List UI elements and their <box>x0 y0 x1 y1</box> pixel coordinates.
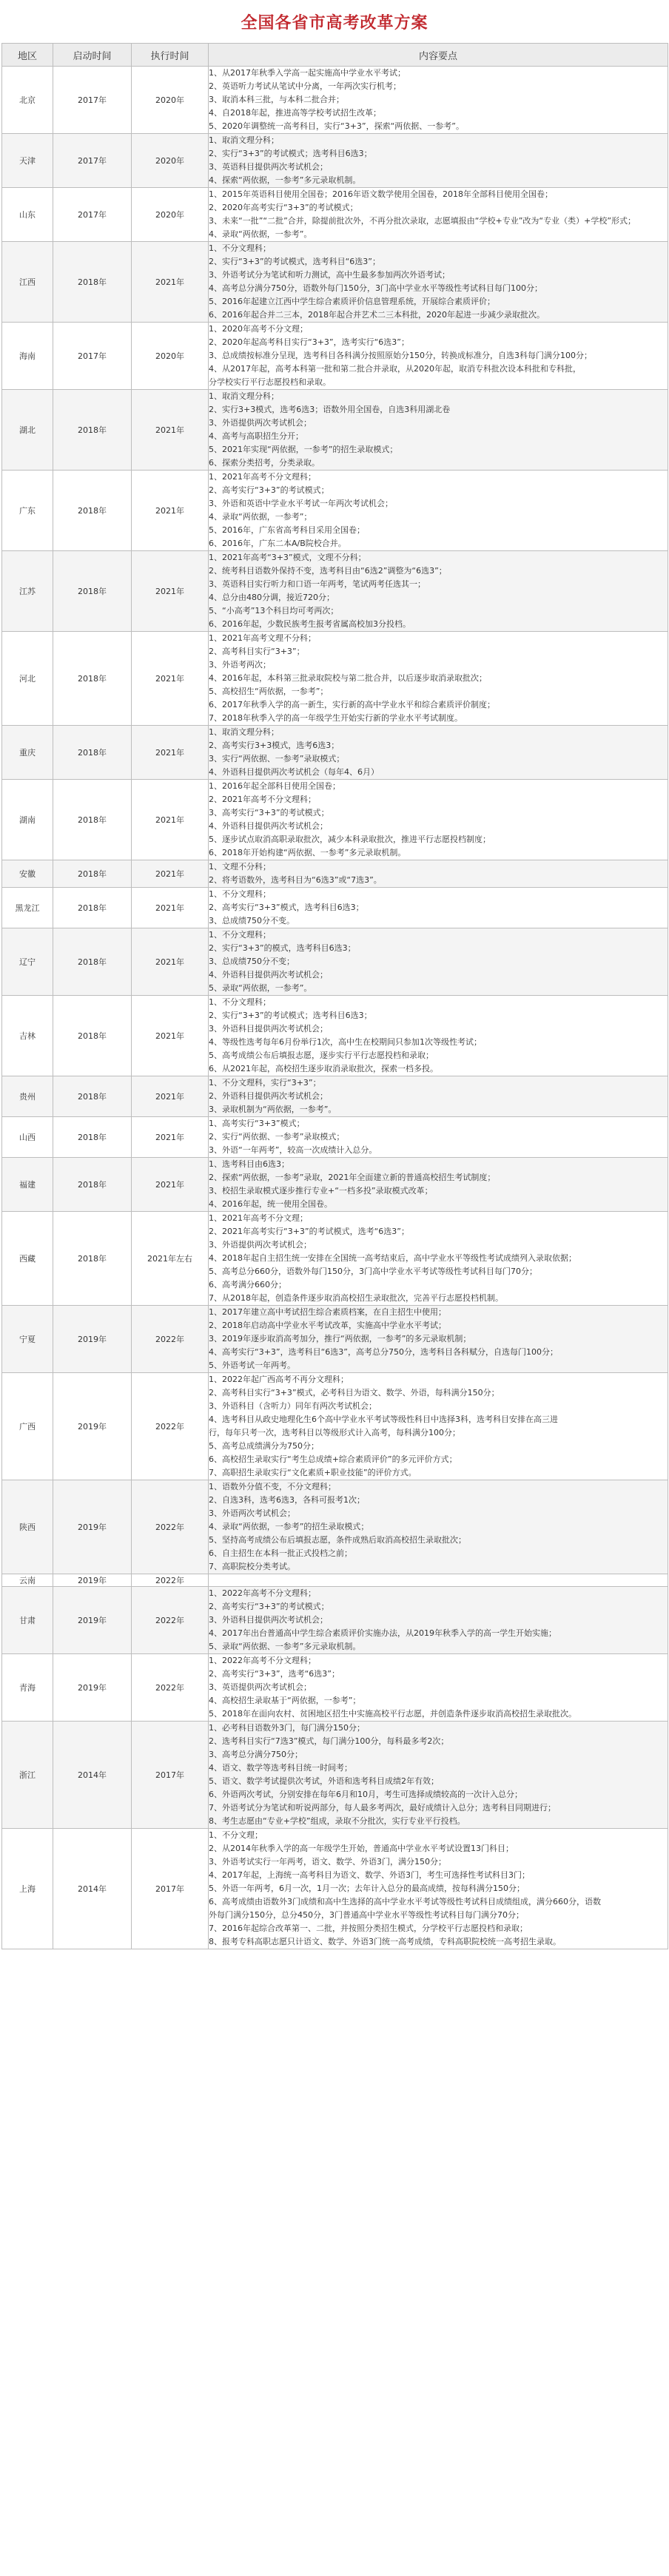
content-line: 1、不分文理科； <box>209 889 271 899</box>
content-line: 4、录取“两依据，一参考”的招生录取模式； <box>209 1522 369 1531</box>
content-line: 3、外语考两次； <box>209 660 271 670</box>
table-row <box>2 726 668 780</box>
region-cell: 贵州 <box>2 1076 53 1117</box>
content-line: 3、外语和英语中学业水平考试一年两次考试机会； <box>209 499 393 508</box>
content-line: 3、外语科目提供两次考试机会； <box>209 1615 328 1625</box>
exec-time-cell: 2021年 <box>132 390 209 471</box>
content-cell <box>209 1212 668 1306</box>
content-line: 6、从2021年起，高校招生逐步取消录取批次，探索一档多投。 <box>209 1064 438 1073</box>
exec-time-cell: 2022年 <box>132 1480 209 1574</box>
content-line: 1、取消文理分科； <box>209 727 279 737</box>
content-line: 6、高考成绩由语数外3门成绩和高中生选择的高中学业水平考试等级性考试科目成绩组成，满分660分，语数 <box>209 1897 601 1906</box>
content-cell <box>209 1574 668 1587</box>
content-line: 5、2016年起建立江西中学生综合素质评价信息管理系统，开展综合素质评价； <box>209 297 495 306</box>
content-line: 4、2016年起，本科第三批录取院校与第二批合并，以后逐步取消录取批次； <box>209 673 487 683</box>
content-line: 2、英语听力考试从笔试中分离，一年两次实行机考； <box>209 81 401 91</box>
region-cell: 天津 <box>2 134 53 188</box>
content-line: 1、2021年高考文理不分科； <box>209 633 316 643</box>
region-cell: 山西 <box>2 1117 53 1158</box>
start-time-cell: 2018年 <box>53 390 132 471</box>
content-cell <box>209 888 668 928</box>
content-line: 1、不分文理科； <box>209 243 271 253</box>
table-row <box>2 323 668 390</box>
content-line: 6、2016年，广东二本A/B院校合并。 <box>209 539 346 548</box>
content-line: 4、语文、数学等选考科目统一时间考； <box>209 1763 352 1773</box>
exec-time-cell: 2021年 <box>132 1076 209 1117</box>
content-line: 5、高考成绩公布后填报志愿，逐步实行平行志愿投档和录取； <box>209 1051 434 1060</box>
region-cell: 安徽 <box>2 860 53 888</box>
content-line: 2、高考科目实行“3+3”； <box>209 647 305 656</box>
header-exec-time: 执行时间 <box>132 44 209 67</box>
content-cell <box>209 134 668 188</box>
content-cell <box>209 780 668 860</box>
exec-time-cell: 2022年 <box>132 1654 209 1722</box>
content-line: 6、2017年秋季入学的高一新生，实行新的高中学业水平和综合素质评价制度； <box>209 700 495 709</box>
start-time-cell: 2018年 <box>53 996 132 1076</box>
region-cell: 河北 <box>2 632 53 726</box>
table-row <box>2 390 668 471</box>
content-cell <box>209 1158 668 1212</box>
content-line: 4、录取“两依据，一参考”。 <box>209 229 312 239</box>
content-line: 1、语数外分值不变，不分文理科； <box>209 1482 336 1491</box>
content-line: 4、总分由480分调，接近720分； <box>209 593 334 602</box>
content-line: 1、2022年起广西高考不再分文理科； <box>209 1375 349 1384</box>
start-time-cell: 2017年 <box>53 323 132 390</box>
content-line: 4、选考科目从政史地理化生6个高中学业水平考试等级性科目中选择3科，选考科目安排在高三进 <box>209 1415 558 1424</box>
content-line: 5、2020年调整统一高考科目，实行“3+3”，探索“两依据、一参考”。 <box>209 121 464 131</box>
content-line: 1、从2017年秋季入学高一起实施高中学业水平考试； <box>209 68 406 78</box>
content-line: 2、高考实行“3+3”的考试模式； <box>209 1602 329 1611</box>
exec-time-cell: 2021年 <box>132 471 209 551</box>
content-line: 3、英语提供两次考试机会； <box>209 1682 312 1692</box>
start-time-cell: 2017年 <box>53 67 132 134</box>
region-cell: 云南 <box>2 1574 53 1587</box>
content-line: 3、外语科目提供两次考试机会； <box>209 1024 328 1034</box>
start-time-cell: 2018年 <box>53 860 132 888</box>
content-line: 1、2022年高考不分文理科； <box>209 1656 316 1665</box>
content-line: 4、探索“两依据，一参考”多元录取机制。 <box>209 175 361 185</box>
start-time-cell: 2018年 <box>53 242 132 323</box>
region-cell: 福建 <box>2 1158 53 1212</box>
content-line: 3、外语科目（含听力）同年有两次考试机会； <box>209 1401 377 1411</box>
content-line: 5、录取“两依据、一参考”多元录取机制。 <box>209 1642 361 1651</box>
content-line: 3、总成绩750分不变。 <box>209 916 295 925</box>
content-line: 2、从2014年秋季入学的高一年级学生开始，普通高中学业水平考试设置13门科目； <box>209 1844 514 1853</box>
content-line: 3、外语“一年两考”，较高一次成绩计入总分。 <box>209 1145 377 1155</box>
content-cell <box>209 1306 668 1373</box>
table-row <box>2 1574 668 1587</box>
content-line: 5、2018年在面向农村、贫困地区招生中实施高校平行志愿，并创造条件逐步取消高校招生录取批次。 <box>209 1709 576 1719</box>
content-line: 1、2020年高考不分文理； <box>209 324 308 334</box>
content-line: 4、高考实行“3+3”，选考科目“6选3”，高考总分750分，选考科目各科赋分，自选每门100分； <box>209 1347 558 1357</box>
content-line: 4、2017年起，上海统一高考科目为语文、数学、外语3门，考生可选择性考试科目3门； <box>209 1870 530 1880</box>
region-cell: 辽宁 <box>2 928 53 996</box>
content-line: 2、选考科目实行“7选3”模式，每门满分100分，每科最多考2次； <box>209 1736 449 1746</box>
region-cell: 江西 <box>2 242 53 323</box>
content-line: 2、实行“3+3”的模式，选考科目6选3； <box>209 943 356 953</box>
content-line: 4、2018年起自主招生统一安排在全国统一高考结束后，高中学业水平等级性考试成绩列入录取依据； <box>209 1253 576 1263</box>
content-line: 4、2016年起，统一使用全国卷。 <box>209 1199 332 1209</box>
content-line: 3、外语提供两次考试机会； <box>209 418 312 428</box>
start-time-cell: 2019年 <box>53 1654 132 1722</box>
exec-time-cell: 2021年 <box>132 780 209 860</box>
region-cell: 广西 <box>2 1373 53 1480</box>
content-line: 2、将考语数外，选考科目为“6选3”或“7选3”。 <box>209 875 382 885</box>
start-time-cell: 2018年 <box>53 1158 132 1212</box>
header-content: 内容要点 <box>209 44 668 67</box>
content-line: 1、选考科目由6选3； <box>209 1159 289 1169</box>
content-line: 2、探索“两依据，一参考”录取，2021年全面建立新的普通高校招生考试制度； <box>209 1173 496 1182</box>
start-time-cell: 2019年 <box>53 1587 132 1654</box>
page-title: 全国各省市高考改革方案 <box>241 13 428 33</box>
start-time-cell: 2018年 <box>53 888 132 928</box>
region-cell: 湖北 <box>2 390 53 471</box>
start-time-cell: 2018年 <box>53 551 132 632</box>
exec-time-cell: 2021年 <box>132 551 209 632</box>
start-time-cell: 2014年 <box>53 1829 132 1949</box>
table-body <box>2 67 668 1949</box>
start-time-cell: 2018年 <box>53 632 132 726</box>
content-line: 2、2020年高考实行“3+3”的考试模式； <box>209 203 358 212</box>
content-line: 2、统考科目语数外保持不变，选考科目由“6选2”调整为“6选3”； <box>209 566 447 576</box>
content-line: 1、2021年高考不分文理科； <box>209 472 316 482</box>
content-line: 4、外语科目提供两次考试机会； <box>209 970 328 980</box>
exec-time-cell: 2021年 <box>132 860 209 888</box>
table-row <box>2 134 668 188</box>
content-line: 5、高考总成绩满分为750分； <box>209 1441 319 1451</box>
content-line: 行，每年只考一次，选考科目以等级形式计入高考，每科满分100分； <box>209 1428 460 1437</box>
start-time-cell: 2018年 <box>53 726 132 780</box>
content-line: 7、2016年起综合改革第一、二批，并按照分类招生模式，分学校平行志愿投档和录取； <box>209 1923 528 1933</box>
content-cell <box>209 860 668 888</box>
table-row <box>2 471 668 551</box>
table-row <box>2 780 668 860</box>
content-cell <box>209 928 668 996</box>
table-header-row <box>2 44 668 67</box>
exec-time-cell: 2021年 <box>132 726 209 780</box>
content-line: 2、高考实行3+3模式，选考6选3； <box>209 741 340 750</box>
content-line: 5、高考总分660分，语数外每门150分，3门高中学业水平考试等级性考试科目每门70分； <box>209 1267 537 1276</box>
content-line: 2、实行“3+3”的考试模式，选考科目“6选3”； <box>209 257 381 266</box>
content-line: 6、2016年起合并二三本，2018年起合并艺术二三本科批，2020年起进一步减少录取批次。 <box>209 310 545 320</box>
exec-time-cell: 2022年 <box>132 1587 209 1654</box>
table-row <box>2 1306 668 1373</box>
table-row <box>2 242 668 323</box>
content-line: 外每门满分150分，总分450分，3门普通高中学业水平等级性考试科目每门满分70分； <box>209 1910 524 1920</box>
table-row <box>2 928 668 996</box>
content-line: 1、2017年建立高中考试招生综合素质档案，在自主招生中使用； <box>209 1307 446 1317</box>
content-line: 5、2021年实现“两依据，一参考”的招生录取模式； <box>209 445 398 454</box>
content-cell <box>209 1722 668 1829</box>
content-line: 8、考生志愿由“专业+学校”组成，录取不分批次，实行专业平行投档。 <box>209 1816 465 1826</box>
content-line: 7、高职招生录取实行“文化素质+职业技能”的评价方式。 <box>209 1468 417 1477</box>
start-time-cell: 2019年 <box>53 1373 132 1480</box>
content-line: 2、自选3科，选考6选3，各科可报考1次； <box>209 1495 365 1505</box>
content-line: 2、2018年启动高中学业水平考试改革，实施高中学业水平考试； <box>209 1321 446 1330</box>
content-line: 2、高考实行“3+3”，选考“6选3”； <box>209 1669 340 1679</box>
exec-time-cell: 2017年 <box>132 1829 209 1949</box>
content-cell <box>209 67 668 134</box>
content-line: 1、2021年高考不分文理； <box>209 1213 308 1223</box>
region-cell: 浙江 <box>2 1722 53 1829</box>
content-line: 1、取消文理分科； <box>209 135 279 145</box>
table-row <box>2 1212 668 1306</box>
content-line: 2、高考实行“3+3”模式，选考科目6选3； <box>209 903 364 912</box>
content-line: 1、2022年高考不分文理科； <box>209 1588 316 1598</box>
start-time-cell: 2017年 <box>53 134 132 188</box>
content-cell <box>209 632 668 726</box>
start-time-cell: 2018年 <box>53 928 132 996</box>
content-cell <box>209 1076 668 1117</box>
exec-time-cell: 2022年 <box>132 1306 209 1373</box>
exec-time-cell: 2020年 <box>132 323 209 390</box>
start-time-cell: 2018年 <box>53 1076 132 1117</box>
exec-time-cell: 2021年 <box>132 1117 209 1158</box>
content-line: 7、高职院校分类考试。 <box>209 1562 295 1571</box>
content-line: 2、2021年高考实行“3+3”的考试模式，选考“6选3”； <box>209 1227 409 1236</box>
content-line: 2、外语科目提供两次考试机会； <box>209 1091 328 1101</box>
content-line: 6、高校招生录取实行“考生总成绩+综合素质评价”的多元评价方式； <box>209 1454 457 1464</box>
content-cell <box>209 242 668 323</box>
content-line: 1、必考科目语数外3门，每门满分150分； <box>209 1723 365 1733</box>
region-cell: 陕西 <box>2 1480 53 1574</box>
start-time-cell: 2019年 <box>53 1306 132 1373</box>
content-line: 4、等级性选考每年6月份举行1次，高中生在校期间只参加1次等级性考试； <box>209 1037 482 1047</box>
table-row <box>2 1373 668 1480</box>
start-time-cell: 2018年 <box>53 1212 132 1306</box>
content-line: 3、外语两次考试机会； <box>209 1508 295 1518</box>
table-row <box>2 860 668 888</box>
content-line: 4、2017年出台普通高中学生综合素质评价实施办法，从2019年秋季入学的高一学生开始实施； <box>209 1628 557 1638</box>
content-cell <box>209 1587 668 1654</box>
content-cell <box>209 390 668 471</box>
content-line: 4、高校招生录取基于“两依据，一参考”； <box>209 1696 361 1705</box>
region-cell: 重庆 <box>2 726 53 780</box>
content-line: 6、2016年起，少数民族考生报考省属高校加3分投档。 <box>209 619 411 629</box>
table-row <box>2 1829 668 1949</box>
content-line: 2、2021年高考不分文理科； <box>209 795 316 804</box>
content-line: 3、外语考试分为笔试和听力测试，高中生最多参加两次外语考试； <box>209 270 450 280</box>
reform-table <box>1 43 668 1949</box>
content-line: 2、2020年起高考科目实行“3+3”，选考实行“6选3”； <box>209 337 409 347</box>
start-time-cell: 2018年 <box>53 471 132 551</box>
content-line: 2、高考科目实行“3+3”模式，必考科目为语文、数学、外语，每科满分150分； <box>209 1388 500 1397</box>
start-time-cell: 2018年 <box>53 1117 132 1158</box>
content-line: 4、外语科目提供两次考试机会； <box>209 821 328 831</box>
content-line: 3、总成绩按标准分呈现，选考科目各科满分按照原始分150分，转换成标准分，自选3科每门满分100分； <box>209 351 592 360</box>
table-row <box>2 1117 668 1158</box>
content-line: 5、“小高考”13个科目均可考两次； <box>209 606 339 616</box>
content-line: 7、外语考试分为笔试和听说两部分，每人最多考两次，最好成绩计入总分；选考科目同期进行； <box>209 1803 556 1813</box>
exec-time-cell: 2020年 <box>132 134 209 188</box>
content-line: 2、实行3+3模式，选考6选3；语数外用全国卷，自选3科用湖北卷 <box>209 405 451 414</box>
region-cell: 黑龙江 <box>2 888 53 928</box>
content-cell <box>209 551 668 632</box>
content-line: 6、探索分类招考，分类录取。 <box>209 458 320 468</box>
content-line: 1、2021年高考“3+3”模式，文理不分科； <box>209 553 366 562</box>
table-row <box>2 1722 668 1829</box>
region-cell: 湖南 <box>2 780 53 860</box>
table-row <box>2 1158 668 1212</box>
content-line: 5、录取“两依据，一参考”。 <box>209 983 312 993</box>
content-line: 1、不分文理科； <box>209 930 271 940</box>
table-row <box>2 188 668 242</box>
content-line: 3、高考实行“3+3”的考试模式； <box>209 808 329 817</box>
content-line: 5、逐步试点取消高职录取批次，减少本科录取批次，推进平行志愿投档制度； <box>209 834 491 844</box>
region-cell: 海南 <box>2 323 53 390</box>
exec-time-cell: 2021年 <box>132 632 209 726</box>
content-cell <box>209 726 668 780</box>
table-row <box>2 1480 668 1574</box>
content-line: 6、外语两次考试，分别安排在每年6月和10月，考生可选择成绩较高的一次计入总分； <box>209 1790 522 1799</box>
content-cell <box>209 996 668 1076</box>
content-line: 5、外语考试一年两考。 <box>209 1361 295 1370</box>
content-line: 4、高考与高职招生分开； <box>209 431 303 441</box>
content-cell <box>209 323 668 390</box>
content-line: 1、不分文理科，实行“3+3”； <box>209 1078 321 1088</box>
content-line: 3、取消本科三批，与本科二批合并； <box>209 95 344 104</box>
content-line: 3、未来“一批”“二批”合并，除提前批次外，不再分批次录取，志愿填报由“学校+专业”改为“专业（类）+学校”形式； <box>209 216 636 226</box>
content-line: 1、取消文理分科； <box>209 391 279 401</box>
content-line: 6、自主招生在本科一批正式投档之前； <box>209 1548 352 1558</box>
region-cell: 吉林 <box>2 996 53 1076</box>
exec-time-cell: 2021年 <box>132 1158 209 1212</box>
header-region: 地区 <box>2 44 53 67</box>
table-row <box>2 632 668 726</box>
content-line: 7、2018年秋季入学的高一年级学生开始实行新的学业水平考试制度。 <box>209 713 463 723</box>
content-line: 1、2015年英语科目使用全国卷；2016年语文数学使用全国卷，2018年全部科目使用全国卷； <box>209 189 553 199</box>
content-line: 3、2019年逐步取消高考加分，推行“两依据，一参考”的多元录取机制； <box>209 1334 471 1343</box>
content-cell <box>209 471 668 551</box>
exec-time-cell: 2021年 <box>132 928 209 996</box>
content-line: 5、坚持高考成绩公布后填报志愿，条件成熟后取消高校招生录取批次； <box>209 1535 466 1545</box>
content-line: 4、高考总分满分750分，语数外每门150分，3门高中学业水平等级性考试科目每门100分； <box>209 283 542 293</box>
exec-time-cell: 2020年 <box>132 188 209 242</box>
exec-time-cell: 2022年 <box>132 1373 209 1480</box>
content-line: 2、实行“两依据、一参考”录取模式； <box>209 1132 345 1142</box>
exec-time-cell: 2020年 <box>132 67 209 134</box>
content-line: 6、2018年开始构建“两依据、一参考”多元录取机制。 <box>209 848 406 857</box>
table-row <box>2 888 668 928</box>
region-cell: 江苏 <box>2 551 53 632</box>
content-cell <box>209 1117 668 1158</box>
content-line: 3、英语科目实行听力和口语一年两考，笔试两考任选其一； <box>209 579 426 589</box>
header-start-time: 启动时间 <box>53 44 132 67</box>
content-line: 3、外语提供两次考试机会； <box>209 1240 312 1250</box>
table-row <box>2 1654 668 1722</box>
region-cell: 西藏 <box>2 1212 53 1306</box>
start-time-cell: 2017年 <box>53 188 132 242</box>
content-line: 4、外语科目提供两次考试机会（每年4、6月） <box>209 767 379 777</box>
content-line: 1、文理不分科； <box>209 862 271 871</box>
region-cell: 北京 <box>2 67 53 134</box>
content-line: 5、外语一年两考，6月一次，1月一次；去年计入总分的最高成绩，按每科满分150分； <box>209 1884 525 1893</box>
content-line: 4、自2018年起，推进高等学校考试招生改革； <box>209 108 381 118</box>
content-line: 3、校招生录取模式逐步推行专业+“一档多投”录取模式改革； <box>209 1186 433 1196</box>
start-time-cell: 2019年 <box>53 1480 132 1574</box>
content-line: 8、报考专科高职志愿只计语文、数学、外语3门统一高考成绩，专科高职院校统一高考招生录取。 <box>209 1937 561 1946</box>
content-line: 3、录取机制为“两依据，一参考”。 <box>209 1105 337 1114</box>
content-line: 1、2016年起全部科目使用全国卷； <box>209 781 340 791</box>
content-cell <box>209 1480 668 1574</box>
table-row <box>2 996 668 1076</box>
content-line: 5、语文、数学考试提供次考试，外语和选考科目成绩2年有效； <box>209 1776 439 1786</box>
region-cell: 宁夏 <box>2 1306 53 1373</box>
start-time-cell: 2019年 <box>53 1574 132 1587</box>
region-cell: 山东 <box>2 188 53 242</box>
start-time-cell: 2018年 <box>53 780 132 860</box>
exec-time-cell: 2021年 <box>132 888 209 928</box>
content-line: 1、不分文理； <box>209 1830 263 1840</box>
table-row <box>2 67 668 134</box>
region-cell: 青海 <box>2 1654 53 1722</box>
content-line: 分学校实行平行志愿投档和录取。 <box>209 377 331 387</box>
content-line: 2、实行“3+3”的考试模式；选考科目6选3； <box>209 149 372 158</box>
content-cell <box>209 1654 668 1722</box>
content-line: 2、高考实行“3+3”的考试模式； <box>209 485 329 495</box>
content-line: 7、从2018年起，创造条件逐步取消高校招生录取批次，完善平行志愿投档机制。 <box>209 1293 503 1303</box>
exec-time-cell: 2021年 <box>132 242 209 323</box>
content-line: 3、英语科目提供两次考试机会； <box>209 162 328 172</box>
exec-time-cell: 2021年 <box>132 996 209 1076</box>
content-line: 4、从2017年起，高考本科第一批和第二批合并录取，从2020年起，取消专科批次设本科批和专科批， <box>209 364 581 374</box>
content-cell <box>209 1829 668 1949</box>
region-cell: 上海 <box>2 1829 53 1949</box>
content-line: 5、高校招生“两依据，一参考”； <box>209 687 329 696</box>
content-line: 2、实行“3+3”的考试模式；选考科目6选3； <box>209 1011 372 1020</box>
exec-time-cell: 2021年左右 <box>132 1212 209 1306</box>
content-cell <box>209 188 668 242</box>
table-row <box>2 1587 668 1654</box>
exec-time-cell: 2022年 <box>132 1574 209 1587</box>
content-line: 1、高考实行“3+3”模式； <box>209 1119 305 1128</box>
content-line: 3、实行“两依据、一参考”录取模式； <box>209 754 345 763</box>
exec-time-cell: 2017年 <box>132 1722 209 1829</box>
content-line: 3、外语考试实行一年两考，语文、数学、外语3门，满分150分； <box>209 1857 446 1867</box>
start-time-cell: 2014年 <box>53 1722 132 1829</box>
region-cell: 广东 <box>2 471 53 551</box>
content-line: 5、2016年，广东省高考科目采用全国卷； <box>209 525 365 535</box>
content-line: 6、高考满分660分； <box>209 1280 286 1289</box>
table-row <box>2 551 668 632</box>
content-line: 4、录取“两依据，一参考”； <box>209 512 312 522</box>
content-cell <box>209 1373 668 1480</box>
table-row <box>2 1076 668 1117</box>
content-line: 1、不分文理科； <box>209 997 271 1007</box>
content-line: 3、高考总分满分750分； <box>209 1750 303 1759</box>
region-cell: 甘肃 <box>2 1587 53 1654</box>
content-line: 3、总成绩750分不变； <box>209 957 295 966</box>
